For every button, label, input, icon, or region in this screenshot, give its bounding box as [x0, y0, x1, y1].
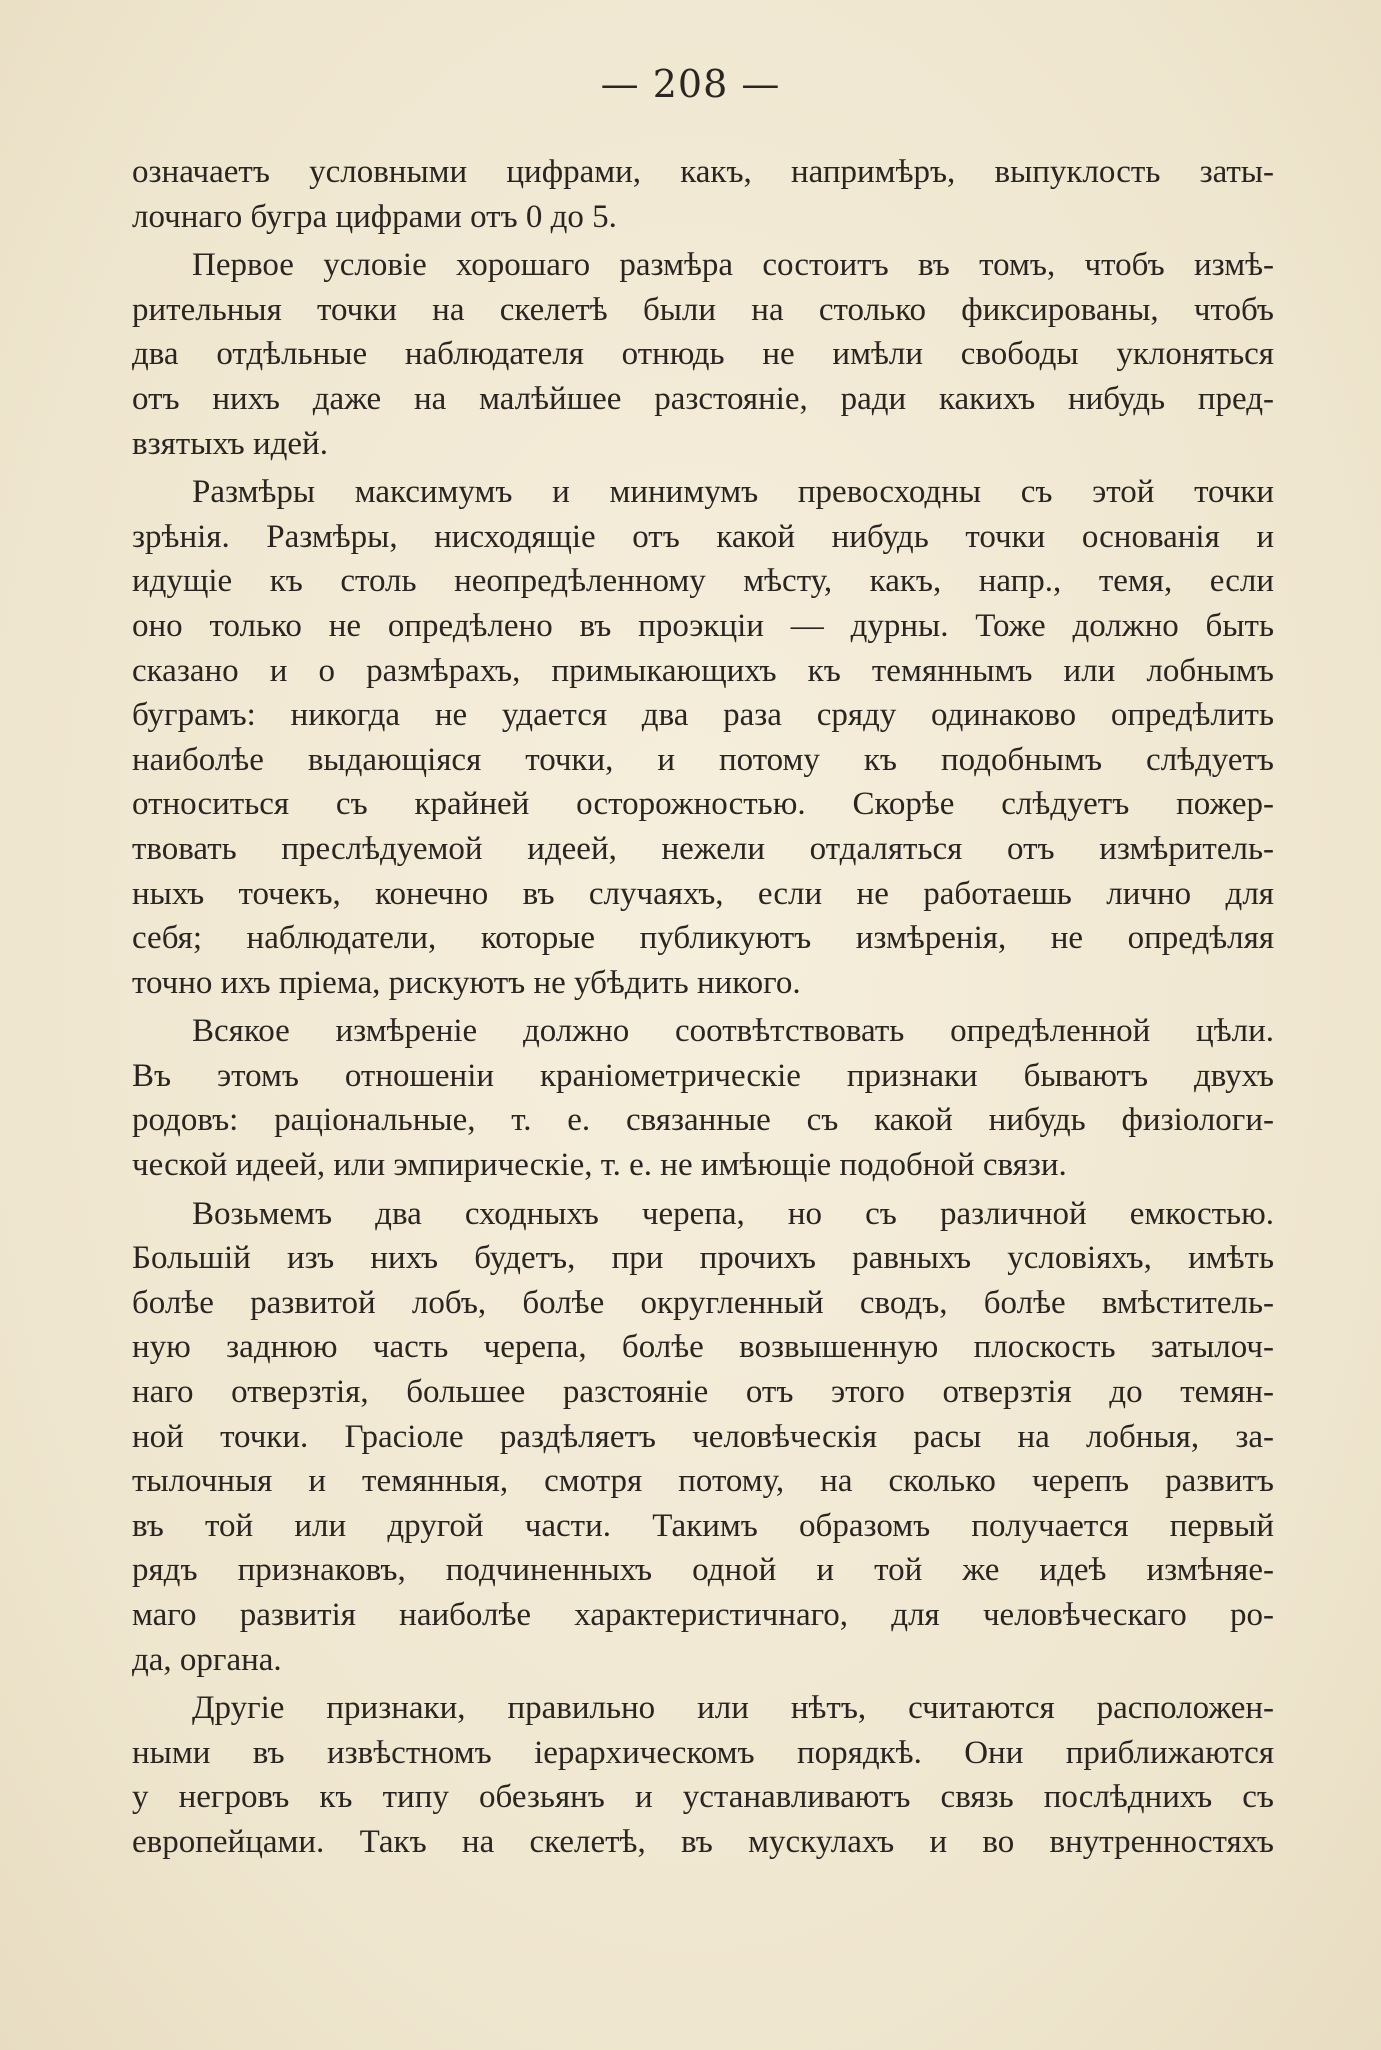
text-line: Въ этомъ отношеніи краніометрическіе признаки бываютъ двухъ [132, 1057, 1274, 1094]
text-line: тылочныя и темянныя, смотря потому, на сколько черепъ развитъ [132, 1463, 1274, 1500]
text-line: себя; наблюдатели, которые публикуютъ измѣренія, не опредѣляя [132, 920, 1274, 957]
text-line: да, органа. [132, 1641, 282, 1678]
text-line: европейцами. Такъ на скелетѣ, въ мускулахъ и во внутренностяхъ [132, 1823, 1274, 1860]
text-line: зрѣнія. Размѣры, нисходящіе отъ какой нибудь точки основанія и [132, 518, 1274, 555]
text-line: ной точки. Грасіоле раздѣляетъ человѣческія расы на лобныя, за- [132, 1418, 1274, 1455]
text-line: рядъ признаковъ, подчиненныхъ одной и той же идеѣ измѣняе- [132, 1552, 1274, 1589]
text-line: два отдѣльные наблюдателя отнюдь не имѣли свободы уклоняться [132, 336, 1274, 373]
paragraph [132, 1192, 1274, 1683]
text-line: ную заднюю часть черепа, болѣе возвышенную плоскость затылоч- [132, 1329, 1274, 1366]
text-line: твовать преслѣдуемой идеей, нежели отдаляться отъ измѣритель- [132, 830, 1274, 867]
text-line: Первое условіе хорошаго размѣра состоитъ въ томъ, чтобъ измѣ- [192, 247, 1274, 284]
text-line: ныхъ точекъ, конечно въ случаяхъ, если не работаешь лично для [132, 875, 1274, 912]
text-line: болѣе развитой лобъ, болѣе округленный сводъ, болѣе вмѣститель- [132, 1284, 1274, 1321]
text-line: родовъ: раціональные, т. е. связанные съ какой нибудь физіологи- [132, 1102, 1274, 1139]
text-line: наиболѣе выдающіяся точки, и потому къ подобнымъ слѣдуетъ [132, 741, 1274, 778]
text-line: рительныя точки на скелетѣ были на столько фиксированы, чтобъ [132, 291, 1274, 328]
paragraph [132, 150, 1274, 239]
text-line: буграмъ: никогда не удается два раза сряду одинаково опредѣлить [132, 697, 1274, 734]
text-line: сказано и о размѣрахъ, примыкающихъ къ темяннымъ или лобнымъ [132, 652, 1274, 689]
text-line: Всякое измѣреніе должно соотвѣтствовать опредѣленной цѣли. [192, 1013, 1274, 1050]
text-line: маго развитія наиболѣе характеристичнаго, для человѣческаго ро- [132, 1597, 1274, 1633]
page-text [132, 150, 1274, 1869]
text-line: отъ нихъ даже на малѣйшее разстояніе, ради какихъ нибудь пред- [132, 380, 1274, 417]
text-line: наго отверзтія, большее разстояніе отъ этого отверзтія до темян- [132, 1374, 1274, 1411]
text-line: лочнаго бугра цифрами отъ 0 до 5. [132, 198, 617, 235]
paragraph [132, 1009, 1274, 1187]
text-line: оно только не опредѣлено въ проэкціи — дурны. Тоже должно быть [132, 607, 1274, 644]
text-line: Возьмемъ два сходныхъ черепа, но съ различной емкостью. [192, 1195, 1274, 1232]
text-line: ческой идеей, или эмпирическіе, т. е. не имѣющіе подобной связи. [132, 1147, 1067, 1184]
text-line: взятыхъ идей. [132, 425, 328, 462]
text-line: относиться съ крайней осторожностью. Скорѣе слѣдуетъ пожер- [132, 786, 1274, 823]
text-line: Большій изъ нихъ будетъ, при прочихъ равныхъ условіяхъ, имѣть [132, 1240, 1274, 1277]
text-line: у негровъ къ типу обезьянъ и устанавливаютъ связь послѣднихъ съ [132, 1779, 1274, 1816]
paragraph [132, 470, 1274, 1005]
paragraph [132, 1686, 1274, 1864]
paragraph [132, 243, 1274, 466]
text-line: означаетъ условными цифрами, какъ, напримѣръ, выпуклость заты- [132, 154, 1274, 190]
text-line: ными въ извѣстномъ іерархическомъ порядкѣ. Они приближаются [132, 1734, 1274, 1771]
text-line: идущіе къ столь неопредѣленному мѣсту, какъ, напр., темя, если [132, 563, 1274, 600]
page-number: — 208 — [600, 62, 781, 106]
text-line: точно ихъ пріема, рискуютъ не убѣдить никого. [132, 964, 801, 1001]
text-line: Другіе признаки, правильно или нѣтъ, считаются расположен- [192, 1690, 1274, 1727]
text-line: въ той или другой части. Такимъ образомъ получается первый [132, 1507, 1274, 1544]
text-line: Размѣры максимумъ и минимумъ превосходны съ этой точки [192, 474, 1274, 511]
